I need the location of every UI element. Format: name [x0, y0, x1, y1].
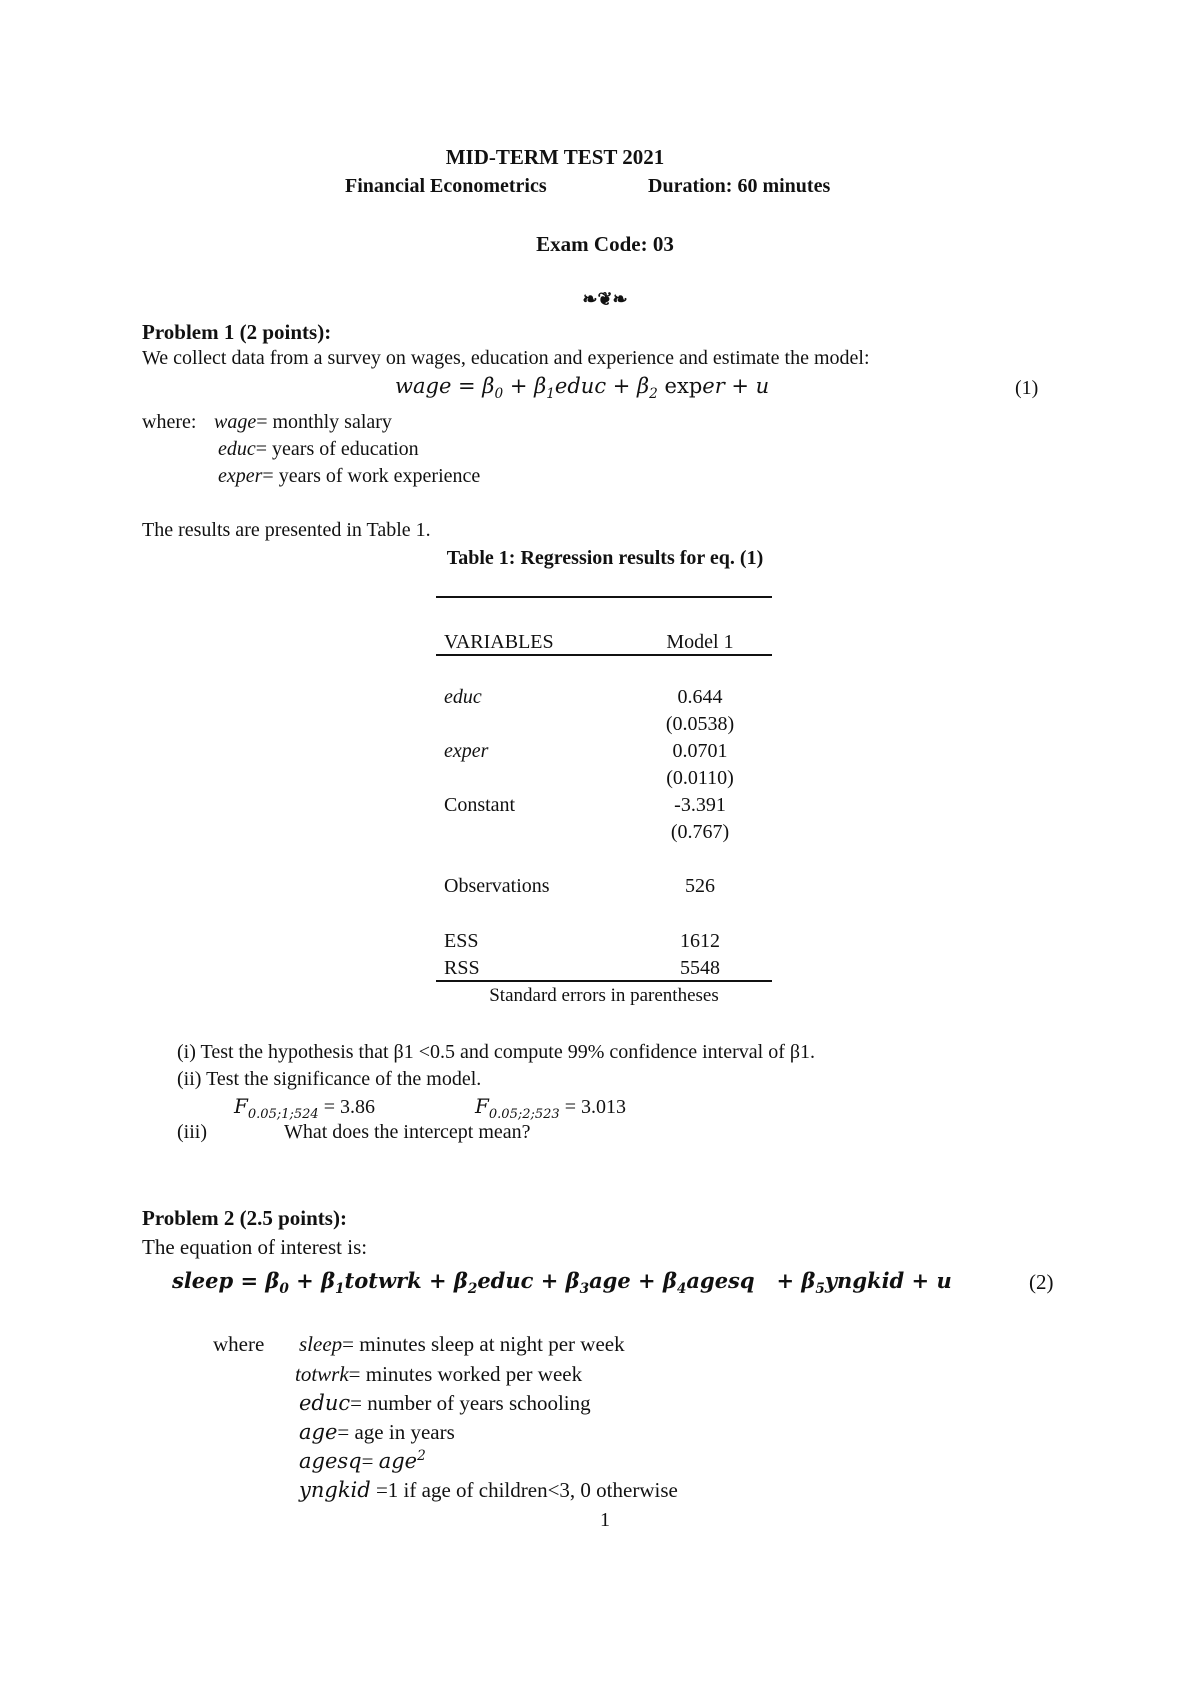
table-ess-value: 1612	[680, 930, 720, 952]
problem-2-heading: Problem 2 (2.5 points):	[142, 1206, 347, 1230]
exam-duration: Duration: 60 minutes	[648, 175, 831, 197]
table-rss-label: RSS	[444, 957, 480, 979]
table-row-label: exper	[444, 740, 489, 762]
table-bottom-rule	[436, 980, 772, 982]
definition-yngkid: yngkid =1 if age of children<3, 0 otherwise	[299, 1478, 678, 1502]
where-label-2: where	[213, 1332, 265, 1356]
definition-sleep: sleep= minutes sleep at night per week	[299, 1332, 625, 1356]
definition-agesq: agesq= age$^2$	[299, 1448, 426, 1473]
problem-2-intro: The equation of interest is:	[142, 1235, 368, 1259]
table-header-rule	[436, 654, 772, 656]
problem-1-intro: We collect data from a survey on wages, education and experience and estimate the model:	[142, 347, 870, 369]
table-note: Standard errors in parentheses	[489, 985, 719, 1006]
table-cell-se: (0.0538)	[665, 713, 735, 735]
table-row-label: Constant	[444, 794, 516, 816]
table-observations-value: 526	[685, 875, 715, 897]
equation-1: wage = $\beta_0$ + $\beta_1educ + \beta_2$ exper + u	[395, 374, 770, 403]
definition-educ: educ= years of education	[218, 438, 419, 460]
results-text: The results are presented in Table 1.	[142, 519, 431, 541]
where-label-1: where:	[142, 411, 197, 433]
table-header-model: Model 1	[666, 631, 734, 653]
table-cell-se: (0.767)	[670, 821, 730, 843]
definition-exper: exper= years of work experience	[218, 465, 481, 487]
exam-title: MID-TERM TEST 2021	[445, 145, 665, 169]
f-critical-1: $F_{0.05;1;524} = 3.86$	[234, 1094, 375, 1122]
course-name: Financial Econometrics	[345, 175, 547, 197]
definition-wage: wage= monthly salary	[214, 411, 392, 433]
ornament-divider: ❧❦❧	[582, 289, 628, 309]
question-1-i: (i) Test the hypothesis that β1 <0.5 and compute 99% confidence interval of β1.	[177, 1041, 816, 1063]
equation-1-number: (1)	[1015, 377, 1039, 399]
table-header-variables: VARIABLES	[444, 631, 554, 653]
table-cell-value: -3.391	[674, 794, 726, 816]
table-cell-value: 0.644	[677, 686, 723, 708]
page-number: 1	[600, 1509, 610, 1531]
question-1-ii: (ii) Test the significance of the model.	[177, 1068, 482, 1090]
definition-age: age= age in years	[299, 1420, 455, 1444]
table-observations-label: Observations	[444, 875, 550, 897]
table-cell-se: (0.0110)	[666, 767, 734, 789]
table-cell-value: 0.0701	[672, 740, 728, 762]
question-1-iii-number: (iii)	[177, 1121, 207, 1143]
table-rss-value: 5548	[680, 957, 720, 979]
equation-2: sleep = $\beta_0$ + $\beta_1totwrk$ + $\beta_2educ + \beta_3age$ + $\beta_4agesq$ + $\beta_5yngkid + u$	[172, 1268, 952, 1298]
problem-1-heading: Problem 1 (2 points):	[142, 320, 332, 344]
table-row-label: educ	[444, 686, 482, 708]
definition-totwrk: totwrk= minutes worked per week	[295, 1362, 583, 1386]
f-critical-2: $F_{0.05;2;523} = 3.013$	[475, 1094, 626, 1122]
question-1-iii: What does the intercept mean?	[284, 1121, 531, 1143]
table-1-caption: Table 1: Regression results for eq. (1)	[446, 547, 764, 569]
equation-2-number: (2)	[1029, 1270, 1054, 1294]
table-ess-label: ESS	[444, 930, 479, 952]
table-top-rule	[436, 596, 772, 598]
exam-code: Exam Code: 03	[536, 232, 674, 256]
definition-educ-2: educ= number of years schooling	[299, 1391, 591, 1415]
